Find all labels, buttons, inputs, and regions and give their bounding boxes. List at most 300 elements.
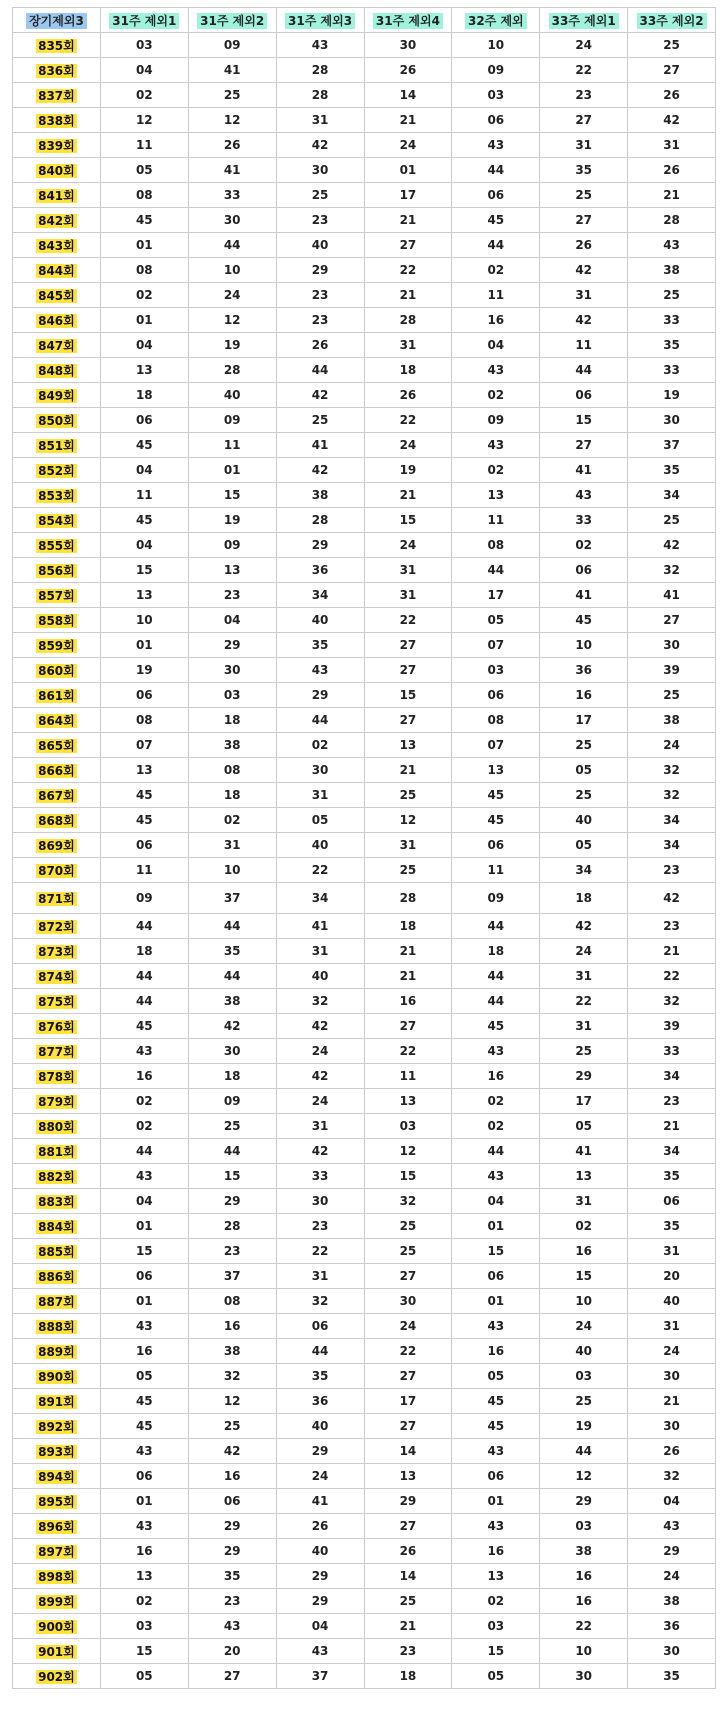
number-cell: 15 <box>188 483 276 508</box>
round-label: 865회 <box>38 738 75 753</box>
round-cell <box>13 1064 101 1089</box>
number-cell: 29 <box>276 1564 364 1589</box>
number-cell: 27 <box>364 1264 452 1289</box>
round-label: 849회 <box>38 388 75 403</box>
number-cell: 24 <box>276 1089 364 1114</box>
table-row <box>13 1664 716 1689</box>
round-cell <box>13 914 101 939</box>
number-cell: 29 <box>276 258 364 283</box>
number-cell: 45 <box>100 208 188 233</box>
number-cell: 32 <box>628 558 716 583</box>
number-cell: 25 <box>628 33 716 58</box>
number-cell: 43 <box>100 1514 188 1539</box>
header-label: 31주 제외3 <box>285 13 355 29</box>
number-cell: 06 <box>452 183 540 208</box>
round-label: 850회 <box>38 413 75 428</box>
round-label: 879회 <box>38 1094 75 1109</box>
number-cell: 36 <box>276 1389 364 1414</box>
round-label: 885회 <box>38 1244 75 1259</box>
number-cell: 30 <box>628 408 716 433</box>
number-cell: 10 <box>452 33 540 58</box>
number-cell: 33 <box>628 1039 716 1064</box>
number-cell: 32 <box>628 758 716 783</box>
number-cell: 43 <box>188 1614 276 1639</box>
number-cell: 21 <box>628 183 716 208</box>
number-cell: 18 <box>452 939 540 964</box>
table-row <box>13 133 716 158</box>
number-cell: 06 <box>188 1489 276 1514</box>
table-row <box>13 758 716 783</box>
number-cell: 15 <box>540 1264 628 1289</box>
number-cell: 01 <box>364 158 452 183</box>
number-cell: 07 <box>452 633 540 658</box>
number-cell: 02 <box>452 1089 540 1114</box>
number-cell: 42 <box>276 1014 364 1039</box>
number-cell: 44 <box>100 989 188 1014</box>
table-row <box>13 208 716 233</box>
number-cell: 24 <box>364 433 452 458</box>
round-label: 897회 <box>38 1544 75 1559</box>
number-cell: 25 <box>188 83 276 108</box>
number-cell: 35 <box>276 1364 364 1389</box>
number-cell: 05 <box>452 608 540 633</box>
number-cell: 34 <box>628 483 716 508</box>
number-cell: 34 <box>628 833 716 858</box>
number-cell: 35 <box>628 458 716 483</box>
number-cell: 21 <box>364 964 452 989</box>
header-cell <box>452 8 540 33</box>
round-cell <box>13 1164 101 1189</box>
round-cell <box>13 733 101 758</box>
number-cell: 21 <box>628 1114 716 1139</box>
number-cell: 18 <box>364 914 452 939</box>
number-cell: 25 <box>188 1114 276 1139</box>
number-cell: 17 <box>540 708 628 733</box>
number-cell: 10 <box>540 633 628 658</box>
number-cell: 34 <box>540 858 628 883</box>
round-cell <box>13 1089 101 1114</box>
number-cell: 13 <box>364 1464 452 1489</box>
number-cell: 24 <box>540 939 628 964</box>
number-cell: 40 <box>276 233 364 258</box>
number-cell: 06 <box>452 108 540 133</box>
number-cell: 38 <box>540 1539 628 1564</box>
number-cell: 25 <box>188 1414 276 1439</box>
number-cell: 03 <box>452 658 540 683</box>
number-cell: 42 <box>276 133 364 158</box>
number-cell: 22 <box>540 58 628 83</box>
number-cell: 03 <box>452 1614 540 1639</box>
table-row <box>13 914 716 939</box>
number-cell: 35 <box>276 633 364 658</box>
number-cell: 26 <box>364 58 452 83</box>
number-cell: 16 <box>100 1539 188 1564</box>
number-cell: 01 <box>100 1289 188 1314</box>
number-cell: 27 <box>628 608 716 633</box>
round-cell <box>13 358 101 383</box>
round-label: 877회 <box>38 1044 75 1059</box>
number-cell: 19 <box>364 458 452 483</box>
number-cell: 37 <box>188 1264 276 1289</box>
table-row <box>13 1014 716 1039</box>
number-cell: 03 <box>364 1114 452 1139</box>
table-row <box>13 1489 716 1514</box>
round-label: 899회 <box>38 1594 75 1609</box>
number-cell: 42 <box>276 1139 364 1164</box>
round-label: 841회 <box>38 188 75 203</box>
table-row <box>13 1464 716 1489</box>
number-cell: 12 <box>364 808 452 833</box>
number-cell: 31 <box>540 1189 628 1214</box>
number-cell: 23 <box>540 83 628 108</box>
number-cell: 18 <box>364 358 452 383</box>
number-cell: 15 <box>100 1639 188 1664</box>
number-cell: 30 <box>540 1664 628 1689</box>
number-cell: 41 <box>188 158 276 183</box>
number-cell: 44 <box>540 1439 628 1464</box>
number-cell: 13 <box>364 733 452 758</box>
number-cell: 32 <box>628 1464 716 1489</box>
round-cell <box>13 483 101 508</box>
number-cell: 04 <box>100 58 188 83</box>
number-cell: 04 <box>100 333 188 358</box>
number-cell: 21 <box>364 939 452 964</box>
round-label: 839회 <box>38 138 75 153</box>
number-cell: 23 <box>276 208 364 233</box>
number-cell: 25 <box>540 733 628 758</box>
number-cell: 28 <box>364 883 452 914</box>
table-row <box>13 433 716 458</box>
number-cell: 10 <box>540 1639 628 1664</box>
table-row <box>13 883 716 914</box>
table-row <box>13 1189 716 1214</box>
round-cell <box>13 583 101 608</box>
number-cell: 43 <box>452 1439 540 1464</box>
number-cell: 43 <box>540 483 628 508</box>
number-cell: 02 <box>452 458 540 483</box>
round-cell <box>13 1464 101 1489</box>
number-cell: 01 <box>100 233 188 258</box>
number-cell: 15 <box>540 408 628 433</box>
header-cell <box>100 8 188 33</box>
table-row <box>13 1089 716 1114</box>
number-cell: 15 <box>364 683 452 708</box>
round-label: 847회 <box>38 338 75 353</box>
round-label: 851회 <box>38 438 75 453</box>
number-cell: 41 <box>276 1489 364 1514</box>
number-cell: 45 <box>452 1389 540 1414</box>
number-cell: 41 <box>276 914 364 939</box>
number-cell: 02 <box>188 808 276 833</box>
number-cell: 29 <box>188 633 276 658</box>
number-cell: 14 <box>364 1439 452 1464</box>
round-cell <box>13 308 101 333</box>
number-cell: 44 <box>452 233 540 258</box>
header-cell <box>13 8 101 33</box>
round-label: 888회 <box>38 1319 75 1334</box>
number-cell: 11 <box>452 283 540 308</box>
number-cell: 31 <box>364 833 452 858</box>
number-cell: 05 <box>100 1364 188 1389</box>
number-cell: 35 <box>188 1564 276 1589</box>
number-cell: 31 <box>540 964 628 989</box>
number-cell: 05 <box>100 158 188 183</box>
number-cell: 38 <box>276 483 364 508</box>
round-label: 858회 <box>38 613 75 628</box>
number-cell: 23 <box>276 283 364 308</box>
number-cell: 12 <box>364 1139 452 1164</box>
round-cell <box>13 1039 101 1064</box>
number-cell: 44 <box>452 964 540 989</box>
number-cell: 29 <box>276 533 364 558</box>
header-label: 33주 제외2 <box>637 13 707 29</box>
number-cell: 20 <box>628 1264 716 1289</box>
number-cell: 44 <box>188 233 276 258</box>
number-cell: 04 <box>628 1489 716 1514</box>
round-label: 876회 <box>38 1019 75 1034</box>
table-row <box>13 1614 716 1639</box>
number-cell: 32 <box>628 783 716 808</box>
number-cell: 43 <box>100 1314 188 1339</box>
header-cell <box>364 8 452 33</box>
number-cell: 28 <box>188 358 276 383</box>
number-cell: 12 <box>188 108 276 133</box>
number-cell: 45 <box>100 508 188 533</box>
number-cell: 38 <box>188 733 276 758</box>
number-cell: 42 <box>628 883 716 914</box>
number-cell: 45 <box>452 208 540 233</box>
number-cell: 02 <box>452 383 540 408</box>
number-cell: 34 <box>628 1139 716 1164</box>
round-label: 870회 <box>38 863 75 878</box>
number-cell: 25 <box>540 183 628 208</box>
round-cell <box>13 158 101 183</box>
number-cell: 16 <box>100 1339 188 1364</box>
number-cell: 04 <box>452 333 540 358</box>
number-cell: 15 <box>452 1239 540 1264</box>
number-cell: 18 <box>364 1664 452 1689</box>
number-cell: 09 <box>452 408 540 433</box>
table-row <box>13 939 716 964</box>
round-cell <box>13 1639 101 1664</box>
number-cell: 11 <box>100 858 188 883</box>
round-cell <box>13 833 101 858</box>
round-cell <box>13 408 101 433</box>
round-cell <box>13 808 101 833</box>
table-row <box>13 108 716 133</box>
number-cell: 44 <box>100 1139 188 1164</box>
number-cell: 17 <box>364 1389 452 1414</box>
number-cell: 08 <box>452 533 540 558</box>
number-cell: 25 <box>364 1214 452 1239</box>
header-cell <box>628 8 716 33</box>
table-row <box>13 508 716 533</box>
round-label: 854회 <box>38 513 75 528</box>
round-cell <box>13 1139 101 1164</box>
number-cell: 38 <box>628 708 716 733</box>
number-cell: 22 <box>276 858 364 883</box>
number-cell: 13 <box>100 1564 188 1589</box>
number-cell: 44 <box>100 914 188 939</box>
number-cell: 03 <box>188 683 276 708</box>
header-cell <box>188 8 276 33</box>
number-cell: 40 <box>276 964 364 989</box>
round-label: 884회 <box>38 1219 75 1234</box>
number-cell: 30 <box>364 1289 452 1314</box>
round-label: 895회 <box>38 1494 75 1509</box>
header-label: 33주 제외1 <box>549 13 619 29</box>
round-cell <box>13 1239 101 1264</box>
number-cell: 09 <box>188 33 276 58</box>
number-cell: 44 <box>452 914 540 939</box>
number-cell: 32 <box>276 1289 364 1314</box>
number-cell: 18 <box>100 383 188 408</box>
table-row <box>13 633 716 658</box>
round-cell <box>13 783 101 808</box>
number-cell: 23 <box>188 583 276 608</box>
number-cell: 06 <box>100 408 188 433</box>
number-cell: 24 <box>364 533 452 558</box>
round-cell <box>13 858 101 883</box>
number-cell: 03 <box>540 1514 628 1539</box>
number-cell: 30 <box>628 1364 716 1389</box>
round-cell <box>13 508 101 533</box>
number-cell: 07 <box>100 733 188 758</box>
number-cell: 05 <box>100 1664 188 1689</box>
number-cell: 25 <box>540 783 628 808</box>
table-row <box>13 408 716 433</box>
round-label: 900회 <box>38 1619 75 1634</box>
number-cell: 44 <box>188 964 276 989</box>
number-cell: 43 <box>452 1314 540 1339</box>
round-cell <box>13 1214 101 1239</box>
number-cell: 21 <box>364 758 452 783</box>
table-row <box>13 308 716 333</box>
number-cell: 30 <box>188 1039 276 1064</box>
number-cell: 04 <box>452 1189 540 1214</box>
number-cell: 01 <box>452 1489 540 1514</box>
number-cell: 24 <box>628 1339 716 1364</box>
round-label: 873회 <box>38 944 75 959</box>
number-cell: 26 <box>276 1514 364 1539</box>
number-cell: 01 <box>188 458 276 483</box>
number-cell: 34 <box>276 883 364 914</box>
number-cell: 25 <box>628 508 716 533</box>
number-cell: 29 <box>188 1514 276 1539</box>
number-cell: 37 <box>628 433 716 458</box>
number-cell: 40 <box>276 1414 364 1439</box>
number-cell: 26 <box>628 83 716 108</box>
round-label: 859회 <box>38 638 75 653</box>
number-cell: 03 <box>100 33 188 58</box>
number-cell: 30 <box>188 208 276 233</box>
number-cell: 09 <box>100 883 188 914</box>
number-cell: 29 <box>276 683 364 708</box>
number-cell: 32 <box>276 989 364 1014</box>
number-cell: 28 <box>276 508 364 533</box>
number-cell: 24 <box>188 283 276 308</box>
table-row <box>13 1214 716 1239</box>
number-cell: 13 <box>364 1089 452 1114</box>
number-cell: 24 <box>276 1464 364 1489</box>
table-row <box>13 683 716 708</box>
number-cell: 43 <box>276 33 364 58</box>
round-label: 844회 <box>38 263 75 278</box>
table-row <box>13 708 716 733</box>
round-label: 902회 <box>38 1669 75 1684</box>
round-cell <box>13 633 101 658</box>
number-cell: 42 <box>628 533 716 558</box>
number-cell: 45 <box>100 1014 188 1039</box>
table-row <box>13 658 716 683</box>
number-cell: 33 <box>540 508 628 533</box>
number-cell: 06 <box>100 1264 188 1289</box>
header-label: 31주 제외2 <box>197 13 267 29</box>
number-cell: 15 <box>100 558 188 583</box>
number-cell: 03 <box>452 83 540 108</box>
number-cell: 02 <box>452 258 540 283</box>
number-cell: 29 <box>276 1589 364 1614</box>
number-cell: 31 <box>276 1264 364 1289</box>
number-cell: 40 <box>276 1539 364 1564</box>
number-cell: 31 <box>540 283 628 308</box>
round-label: 835회 <box>38 38 75 53</box>
number-cell: 44 <box>188 914 276 939</box>
table-row <box>13 1239 716 1264</box>
number-cell: 45 <box>540 608 628 633</box>
round-label: 881회 <box>38 1144 75 1159</box>
number-cell: 44 <box>188 1139 276 1164</box>
number-cell: 44 <box>276 708 364 733</box>
table-row <box>13 1314 716 1339</box>
table-row <box>13 333 716 358</box>
round-cell <box>13 964 101 989</box>
number-cell: 02 <box>100 1114 188 1139</box>
round-label: 889회 <box>38 1344 75 1359</box>
number-cell: 26 <box>188 133 276 158</box>
number-cell: 11 <box>364 1064 452 1089</box>
number-cell: 45 <box>100 433 188 458</box>
number-cell: 29 <box>540 1489 628 1514</box>
table-row <box>13 383 716 408</box>
number-cell: 43 <box>452 133 540 158</box>
number-cell: 09 <box>188 408 276 433</box>
number-cell: 22 <box>364 608 452 633</box>
number-cell: 01 <box>100 1214 188 1239</box>
number-cell: 13 <box>452 1564 540 1589</box>
number-cell: 16 <box>452 1339 540 1364</box>
table-row <box>13 808 716 833</box>
round-cell <box>13 1489 101 1514</box>
number-cell: 29 <box>628 1539 716 1564</box>
number-cell: 43 <box>628 233 716 258</box>
round-cell <box>13 1539 101 1564</box>
number-cell: 11 <box>188 433 276 458</box>
round-label: 842회 <box>38 213 75 228</box>
number-cell: 13 <box>100 358 188 383</box>
number-cell: 27 <box>364 1014 452 1039</box>
number-cell: 12 <box>188 308 276 333</box>
number-cell: 08 <box>452 708 540 733</box>
number-cell: 31 <box>364 333 452 358</box>
round-cell <box>13 1189 101 1214</box>
table-body <box>13 33 716 1689</box>
table-row <box>13 83 716 108</box>
number-cell: 40 <box>628 1289 716 1314</box>
table-row <box>13 1364 716 1389</box>
round-cell <box>13 1264 101 1289</box>
number-cell: 20 <box>188 1639 276 1664</box>
